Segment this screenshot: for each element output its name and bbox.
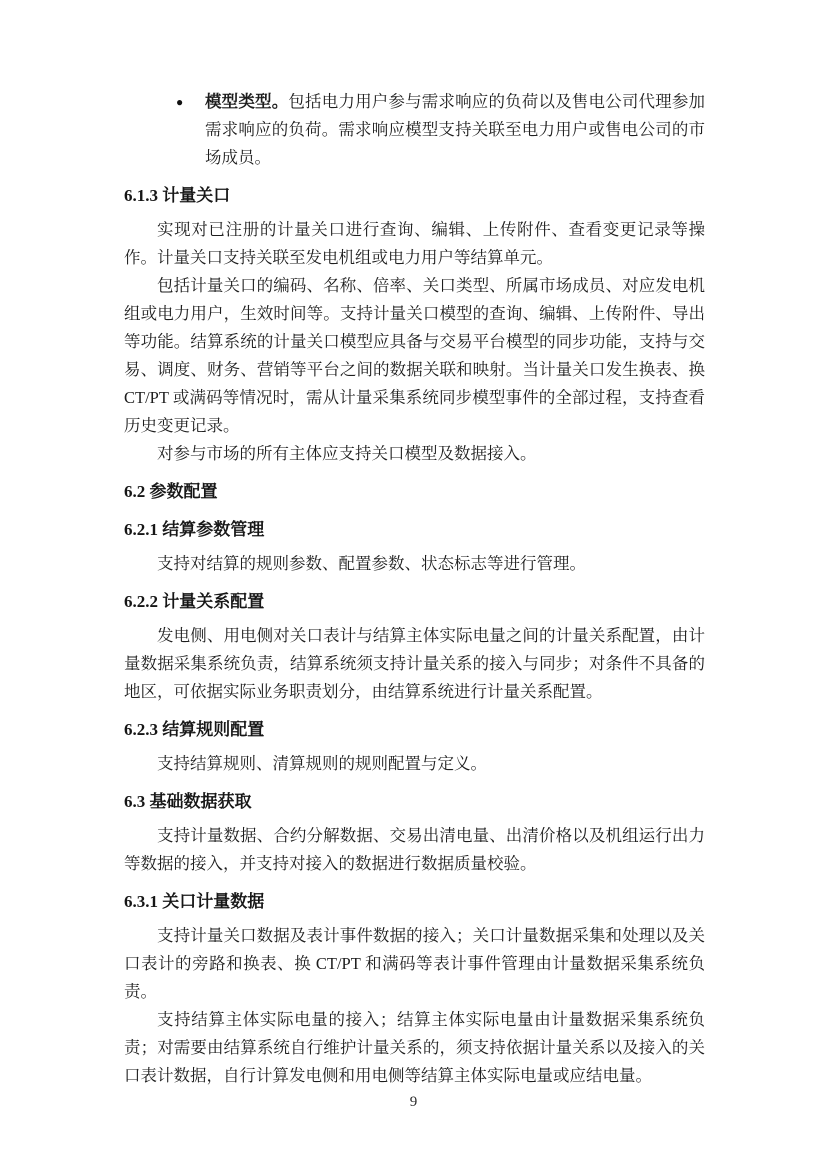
heading-6-3-1: 6.3.1 关口计量数据 [124, 892, 265, 911]
bullet-text [205, 88, 705, 172]
heading-6-2-3: 6.2.3 结算规则配置 [124, 720, 265, 739]
paragraph-6-2-1-1: 支持对结算的规则参数、配置参数、状态标志等进行管理。 [157, 554, 586, 573]
bullet-list [124, 88, 705, 172]
paragraph-6-1-3-1: 实现对已注册的计量关口进行查询、编辑、上传附件、查看变更记录等操作。计量关口支持关联至发电机组或电力用户等结算单元。 [124, 220, 705, 267]
paragraph-6-3-1-1: 支持计量关口数据及表计事件数据的接入；关口计量数据采集和处理以及关口表计的旁路和换表、换 CT/PT 和满码等表计事件管理由计量数据采集系统负责。 [124, 926, 705, 1001]
heading-6-2-2: 6.2.2 计量关系配置 [124, 592, 265, 611]
heading-6-3: 6.3 基础数据获取 [124, 792, 252, 811]
paragraph-6-2-3-1: 支持结算规则、清算规则的规则配置与定义。 [157, 754, 487, 773]
heading-6-1-3: 6.1.3 计量关口 [124, 186, 231, 205]
paragraph-6-3-1: 支持计量数据、合约分解数据、交易出清电量、出清价格以及机组运行出力等数据的接入，并支持对接入的数据进行数据质量校验。 [124, 826, 705, 873]
heading-6-2-1: 6.2.1 结算参数管理 [124, 520, 265, 539]
bullet-lead-label: 模型类型。 [205, 92, 289, 111]
heading-6-2: 6.2 参数配置 [124, 482, 218, 501]
paragraph-6-2-2-1: 发电侧、用电侧对关口表计与结算主体实际电量之间的计量关系配置，由计量数据采集系统负责，结算系统须支持计量关系的接入与同步；对条件不具备的地区，可依据实际业务职责划分，由结算系统进行计量关系配置。 [124, 626, 705, 701]
bullet-item-model-type [124, 88, 705, 172]
bullet-body-text: 包括电力用户参与需求响应的负荷以及售电公司代理参加需求响应的负荷。需求响应模型支持关联至电力用户或售电公司的市场成员。 [205, 92, 706, 167]
paragraph-6-1-3-2: 包括计量关口的编码、名称、倍率、关口类型、所属市场成员、对应发电机组或电力用户，生效时间等。支持计量关口模型的查询、编辑、上传附件、导出等功能。结算系统的计量关口模型应具备与交易平台模型的同步功能，支持与交易、调度、财务、营销等平台之间的数据关联和映射。当计量关口发生换表、换 CT/PT 或满码等情况时，需从计量采集系统同步模型事件的全部过程，支持查看历史变更记录。 [124, 276, 705, 435]
paragraph-6-3-1-2: 支持结算主体实际电量的接入；结算主体实际电量由计量数据采集系统负责；对需要由结算系统自行维护计量关系的，须支持依据计量关系以及接入的关口表计数据，自行计算发电侧和用电侧等结算主体实际电量或应结电量。 [124, 1010, 705, 1085]
bullet-icon: ● [176, 95, 184, 109]
paragraph-6-1-3-3: 对参与市场的所有主体应支持关口模型及数据接入。 [157, 444, 537, 463]
page-number: 9 [409, 1094, 418, 1110]
